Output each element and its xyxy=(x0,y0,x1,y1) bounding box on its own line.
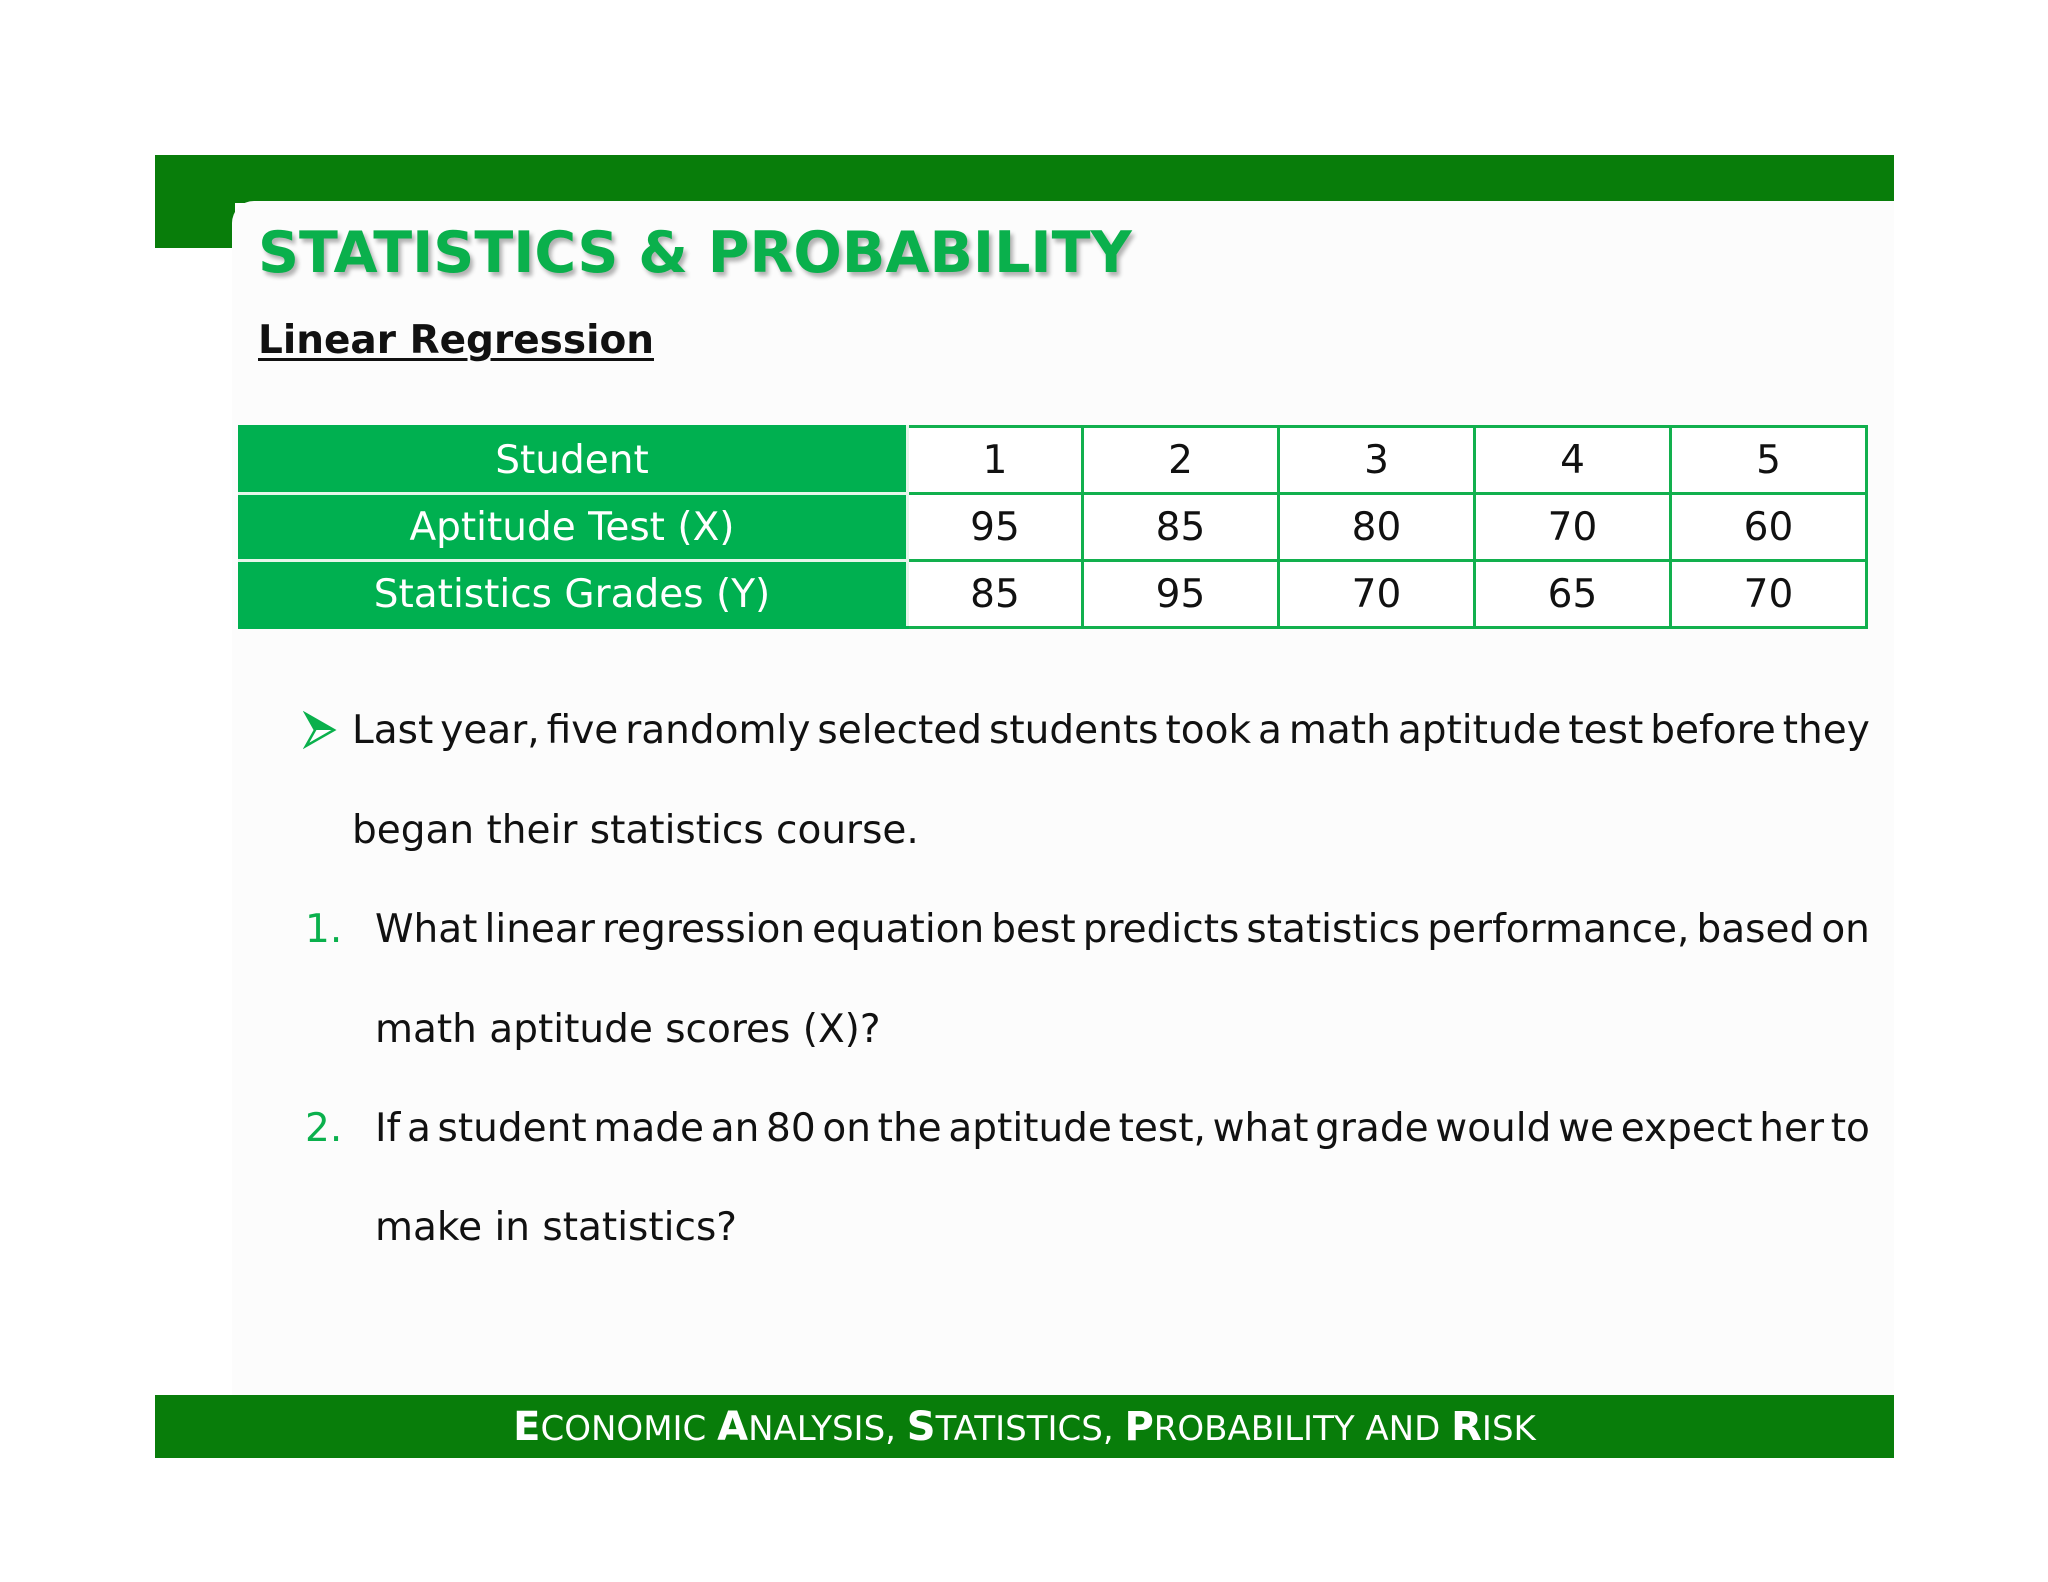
table-cell: 70 xyxy=(1475,494,1671,561)
table-cell: 85 xyxy=(1083,494,1279,561)
word: predicts xyxy=(1082,907,1240,952)
word: the xyxy=(877,1106,942,1151)
slide-title: STATISTICS & PROBABILITY xyxy=(258,220,1132,286)
table-cell: 70 xyxy=(1671,561,1867,628)
word: equation xyxy=(812,907,985,952)
table-cell: 70 xyxy=(1279,561,1475,628)
table-cell: 65 xyxy=(1475,561,1671,628)
footer-bar xyxy=(155,1395,1894,1458)
word: statistics xyxy=(1246,907,1421,952)
intro-line-2: began their statistics course. xyxy=(352,808,919,853)
word: five xyxy=(546,708,619,753)
word: expect xyxy=(1620,1106,1753,1151)
footer-initial: R xyxy=(1451,1403,1482,1450)
table-cell: 60 xyxy=(1671,494,1867,561)
table-cell: 95 xyxy=(1083,561,1279,628)
word: grade xyxy=(1315,1106,1429,1151)
table-row xyxy=(238,494,1867,561)
row-header-grades: Statistics Grades (Y) xyxy=(238,561,908,628)
word: year, xyxy=(440,708,540,753)
footer-word: TATISTICS, xyxy=(935,1408,1125,1449)
table-row xyxy=(238,561,1867,628)
question-2-line-1 xyxy=(375,1106,1870,1151)
word: performance, xyxy=(1427,907,1690,952)
footer-word: NALYSIS, xyxy=(748,1408,907,1449)
table-cell: 2 xyxy=(1083,427,1279,494)
word: a xyxy=(406,1106,431,1151)
word: we xyxy=(1558,1106,1614,1151)
table-cell: 80 xyxy=(1279,494,1475,561)
data-table xyxy=(238,425,1868,629)
table-cell: 4 xyxy=(1475,427,1671,494)
word: Last xyxy=(352,708,434,753)
word: What xyxy=(375,907,478,952)
footer-word: CONOMIC xyxy=(540,1408,718,1449)
word: a xyxy=(1258,708,1282,753)
word: aptitude xyxy=(1397,708,1562,753)
word: test xyxy=(1568,708,1644,753)
word: her xyxy=(1759,1106,1825,1151)
word: based xyxy=(1696,907,1815,952)
word: they xyxy=(1782,708,1870,753)
header-tab-accent xyxy=(155,198,235,248)
word: student xyxy=(437,1106,587,1151)
word: would xyxy=(1435,1106,1552,1151)
word: aptitude xyxy=(948,1106,1112,1151)
word: 80 xyxy=(766,1106,816,1151)
header-bar xyxy=(155,155,1894,203)
word: what xyxy=(1212,1106,1309,1151)
word: on xyxy=(822,1106,871,1151)
footer-word: ISK xyxy=(1481,1408,1536,1449)
row-header-student: Student xyxy=(238,427,908,494)
question-1-marker: 1. xyxy=(305,907,343,952)
table-cell: 1 xyxy=(908,427,1083,494)
row-header-aptitude: Aptitude Test (X) xyxy=(238,494,908,561)
word: If xyxy=(375,1106,401,1151)
word: before xyxy=(1650,708,1776,753)
word: linear xyxy=(484,907,595,952)
word: regression xyxy=(601,907,806,952)
intro-line-1 xyxy=(352,708,1870,753)
question-1-line-1 xyxy=(375,907,1870,952)
footer-word: ROBABILITY AND xyxy=(1153,1408,1452,1449)
table-row xyxy=(238,427,1867,494)
word: selected xyxy=(817,708,983,753)
word: test, xyxy=(1118,1106,1206,1151)
arrow-bullet-icon xyxy=(303,710,337,750)
question-2-marker: 2. xyxy=(305,1106,343,1151)
word: on xyxy=(1821,907,1870,952)
table-cell: 3 xyxy=(1279,427,1475,494)
table-cell: 85 xyxy=(908,561,1083,628)
word: students xyxy=(989,708,1159,753)
footer-initial: S xyxy=(906,1403,936,1450)
question-1-line-2: math aptitude scores (X)? xyxy=(375,1007,881,1052)
word: an xyxy=(710,1106,760,1151)
word: math xyxy=(1288,708,1391,753)
footer-initial: E xyxy=(513,1403,541,1450)
table-cell: 5 xyxy=(1671,427,1867,494)
table-cell: 95 xyxy=(908,494,1083,561)
word: made xyxy=(593,1106,704,1151)
word: best xyxy=(991,907,1076,952)
word: randomly xyxy=(625,708,811,753)
word: took xyxy=(1165,708,1252,753)
footer-title xyxy=(513,1404,1536,1450)
word: to xyxy=(1830,1106,1870,1151)
section-subtitle: Linear Regression xyxy=(258,318,654,363)
footer-initial: A xyxy=(717,1403,749,1450)
question-2-line-2: make in statistics? xyxy=(375,1205,737,1250)
footer-initial: P xyxy=(1124,1403,1154,1450)
